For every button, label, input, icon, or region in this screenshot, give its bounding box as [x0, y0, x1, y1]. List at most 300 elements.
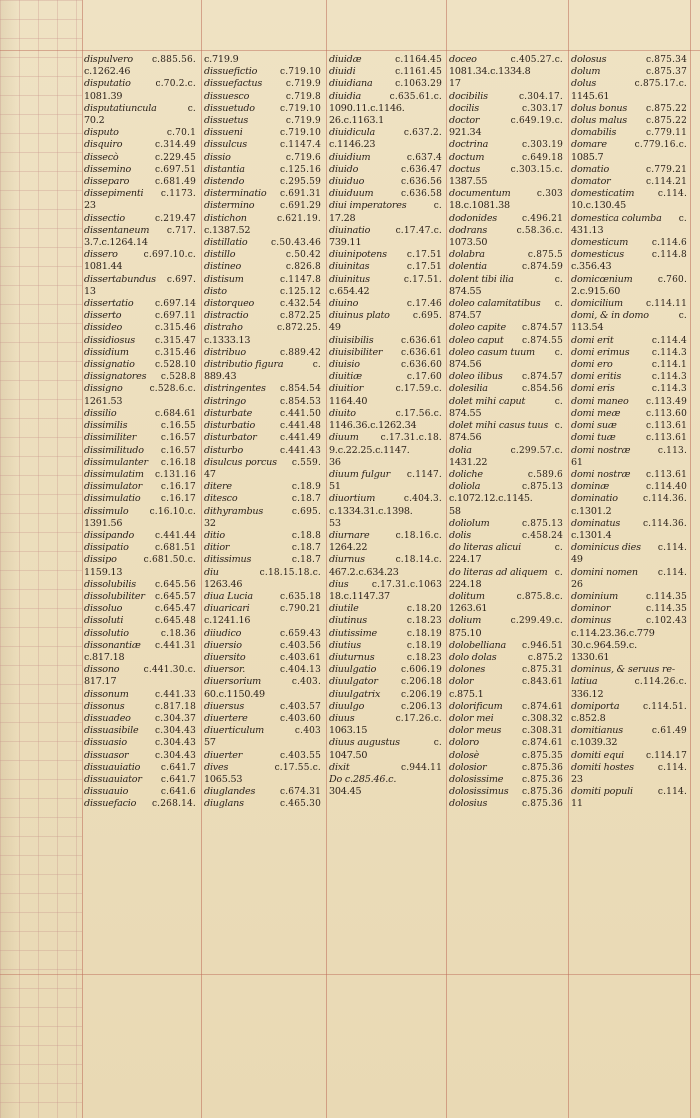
index-entry — [449, 310, 563, 322]
index-term: 18.c.1147.37 — [329, 590, 390, 602]
index-term: 32 — [204, 517, 216, 529]
index-entry — [204, 664, 321, 676]
index-reference: c.441.33 — [155, 689, 196, 700]
index-term: dolorificum — [449, 700, 503, 712]
index-reference: c.18.15.18.c. — [259, 567, 321, 578]
index-reference: c.636.61 — [401, 335, 442, 346]
index-term: domi erimus — [571, 346, 630, 358]
index-entry — [329, 54, 442, 66]
index-reference: c.314.49 — [155, 140, 196, 151]
index-reference: c.125.16 — [280, 164, 321, 175]
index-term: dissipatio — [84, 542, 129, 554]
index-reference: c.18.14.c. — [395, 555, 442, 566]
index-entry — [571, 420, 687, 432]
index-entry — [449, 78, 563, 90]
index-reference: c.645.56 — [155, 579, 196, 590]
index-entry — [329, 310, 442, 322]
index-entry — [204, 798, 321, 810]
column-rule — [82, 0, 83, 1118]
index-entry — [329, 347, 442, 359]
index-entry — [84, 664, 196, 676]
index-reference: c.114.36. — [642, 494, 687, 505]
index-reference: c.299.49.c. — [510, 616, 563, 627]
index-reference: c.528.8 — [160, 372, 196, 383]
index-entry — [84, 188, 196, 200]
index-reference: c.875.35 — [522, 750, 563, 761]
index-reference: c.18.23 — [406, 652, 442, 663]
index-entry — [204, 518, 321, 530]
index-entry — [84, 127, 196, 139]
index-term: doloro — [449, 737, 479, 749]
index-reference: c.695. — [412, 311, 442, 322]
index-reference: c.875.37 — [646, 67, 687, 78]
index-term: diuturnus — [329, 651, 375, 663]
index-reference: c.875.2 — [527, 652, 563, 663]
index-entry — [449, 249, 563, 261]
index-entry — [571, 530, 687, 542]
index-entry — [204, 200, 321, 212]
index-entry — [204, 506, 321, 518]
index-entry — [204, 786, 321, 798]
index-reference: c.58.36.c. — [516, 225, 563, 236]
index-reference: c.114.1 — [651, 360, 687, 371]
index-entry — [329, 432, 442, 444]
index-entry — [329, 530, 442, 542]
index-entry — [84, 457, 196, 469]
index-reference: c.308.32 — [522, 713, 563, 724]
index-entry — [329, 78, 442, 90]
index-reference: c.61.49 — [651, 726, 687, 737]
index-term: dissuasor — [84, 749, 129, 761]
index-term: 47 — [204, 468, 216, 480]
index-reference: c.697. — [166, 274, 196, 285]
index-entry — [329, 615, 442, 627]
index-entry — [571, 445, 687, 457]
index-reference: c.946.51 — [522, 640, 563, 651]
index-reference: c.17.60 — [406, 372, 442, 383]
index-reference: c.70.1 — [166, 128, 196, 139]
index-reference: c.645.48 — [155, 616, 196, 627]
index-reference: c.875.36 — [522, 762, 563, 773]
index-term: diu — [204, 566, 219, 578]
index-entry — [329, 286, 442, 298]
index-term: diuaricari — [204, 603, 250, 615]
index-term: dissertabundus — [84, 273, 156, 285]
index-term: dissonantiæ — [84, 639, 141, 651]
index-reference: c.268.14. — [151, 799, 196, 810]
index-term: 23 — [84, 200, 96, 212]
index-term: dissuefacio — [84, 798, 137, 810]
index-entry — [84, 298, 196, 310]
index-reference: c.403 — [294, 726, 321, 737]
index-term: distillatio — [204, 237, 248, 249]
index-entry — [204, 310, 321, 322]
index-entry — [84, 408, 196, 420]
index-term: dissimilitudo — [84, 444, 144, 456]
index-entry — [449, 701, 563, 713]
index-entry — [204, 628, 321, 640]
index-reference: c.874.57 — [522, 372, 563, 383]
index-reference: c.303.19 — [522, 140, 563, 151]
index-term: dominium — [571, 590, 619, 602]
index-entry — [571, 54, 687, 66]
index-entry — [204, 225, 321, 237]
index-term: distringentes — [204, 383, 266, 395]
index-entry — [449, 54, 563, 66]
index-reference: c.681.50.c. — [143, 555, 196, 566]
index-term: diuum fulgur — [329, 468, 391, 480]
index-entry — [571, 152, 687, 164]
index-entry — [204, 261, 321, 273]
index-entry — [329, 200, 442, 212]
index-entry — [204, 750, 321, 762]
index-entry — [84, 383, 196, 395]
index-entry — [449, 591, 563, 603]
index-entry — [204, 774, 321, 786]
index-reference: c.528.6.c. — [149, 384, 196, 395]
index-entry — [329, 457, 442, 469]
index-reference: c.885.56. — [151, 55, 196, 65]
index-term: diuiduum — [329, 188, 374, 200]
index-entry — [329, 676, 442, 688]
index-entry — [449, 725, 563, 737]
index-reference: c.303.17 — [522, 103, 563, 114]
index-term: dissignatio — [84, 359, 135, 371]
index-reference: c.843.61 — [522, 677, 563, 688]
index-term: disputatio — [84, 78, 131, 90]
index-reference: c.16.17 — [160, 482, 196, 493]
index-reference: c.50.43.46 — [271, 238, 321, 249]
index-reference: c.636.56 — [401, 177, 442, 188]
index-entry — [84, 786, 196, 798]
index-reference: c.403.57 — [280, 701, 321, 712]
index-entry — [329, 139, 442, 151]
index-entry — [449, 298, 563, 310]
index-term: domi nostræ — [571, 468, 631, 480]
index-term: dominatus — [571, 517, 621, 529]
index-entry — [571, 176, 687, 188]
index-entry — [329, 213, 442, 225]
index-entry — [571, 603, 687, 615]
index-term: diuortium — [329, 493, 376, 505]
index-entry — [571, 213, 687, 225]
index-reference: c.304.17. — [518, 91, 563, 102]
index-entry — [204, 701, 321, 713]
index-reference: c.114. — [657, 787, 687, 798]
index-reference: c.589.6 — [527, 469, 563, 480]
index-entry — [84, 554, 196, 566]
index-entry — [571, 640, 687, 652]
index-entry — [84, 78, 196, 90]
index-entry — [571, 701, 687, 713]
index-entry — [571, 786, 687, 798]
index-term: 1263.46 — [204, 578, 243, 590]
index-reference: c.441.48 — [280, 421, 321, 432]
index-term: 304.45 — [329, 786, 362, 798]
index-reference: c.70.2.c. — [155, 79, 196, 90]
index-entry — [571, 91, 687, 103]
index-reference: c.114. — [657, 567, 687, 578]
index-reference: c.874.61 — [522, 701, 563, 712]
index-reference: c.875.13 — [522, 482, 563, 493]
index-reference: c.874.61 — [522, 738, 563, 749]
index-term: disturbator — [204, 432, 257, 444]
index-reference: c. — [678, 311, 687, 322]
index-reference: c.17.47.c. — [395, 225, 442, 236]
index-entry — [329, 237, 442, 249]
index-term: 889.43 — [204, 371, 237, 383]
index-reference: c.875.31 — [522, 665, 563, 676]
index-term: dolosus — [571, 54, 607, 65]
index-term: dissimulatio — [84, 493, 141, 505]
index-term: 1090.11.c.1146. — [329, 102, 405, 114]
index-entry — [204, 676, 321, 688]
index-entry — [84, 115, 196, 127]
index-term: domi tuæ — [571, 432, 616, 444]
index-term: 1063.15 — [329, 725, 368, 737]
index-entry — [204, 249, 321, 261]
index-term: c.1241.16 — [204, 615, 251, 627]
index-term: dissignatores — [84, 371, 147, 383]
index-entry — [84, 371, 196, 383]
index-reference: c.674.31 — [280, 787, 321, 798]
index-entry — [571, 481, 687, 493]
index-term: domi eritis — [571, 371, 622, 383]
index-entry — [84, 347, 196, 359]
index-term: domabilis — [571, 127, 617, 139]
index-term: domi suæ — [571, 420, 617, 432]
index-reference: c.17.46 — [406, 299, 442, 310]
index-term: dissuetudo — [204, 102, 255, 114]
index-term: 1391.56 — [84, 517, 123, 529]
index-entry — [329, 493, 442, 505]
index-term: dolo dolas — [449, 651, 497, 663]
index-entry — [84, 286, 196, 298]
index-reference: c.636.58 — [401, 189, 442, 200]
index-entry — [571, 725, 687, 737]
index-reference: c.636.61 — [401, 347, 442, 358]
index-entry — [449, 359, 563, 371]
index-entry — [204, 457, 321, 469]
index-term: diuerter — [204, 749, 243, 761]
index-reference: c.635.18 — [280, 591, 321, 602]
index-entry — [571, 78, 687, 90]
index-term: dolor meus — [449, 725, 502, 737]
index-entry — [84, 676, 196, 688]
index-entry — [84, 237, 196, 249]
index-entry — [449, 383, 563, 395]
index-term: dolosissime — [449, 773, 504, 785]
index-term: 70.2 — [84, 115, 105, 127]
index-entry — [204, 322, 321, 334]
index-term: 10.c.130.45 — [571, 200, 627, 212]
index-term: 60.c.1150.49 — [204, 688, 265, 700]
index-entry — [204, 689, 321, 701]
index-entry — [571, 127, 687, 139]
index-reference: c.17.59.c. — [395, 384, 442, 395]
index-term: distendo — [204, 176, 245, 188]
index-term: doleo calamitatibus — [449, 298, 541, 310]
index-reference: c.695. — [291, 506, 321, 517]
column-rule — [690, 0, 691, 1118]
index-term: diuglandes — [204, 786, 256, 798]
index-reference: c.125.12 — [280, 286, 321, 297]
index-reference: c.441.50 — [280, 408, 321, 419]
index-entry — [329, 774, 442, 786]
index-reference: c.16.57 — [160, 433, 196, 444]
index-entry — [571, 689, 687, 701]
index-reference: c.606.19 — [401, 665, 442, 676]
index-entry — [204, 54, 321, 66]
index-term: 1264.22 — [329, 542, 368, 554]
index-entry — [84, 335, 196, 347]
index-reference: c.719.9 — [285, 116, 321, 127]
index-reference: c.219.47 — [155, 213, 196, 224]
index-term: dolis — [449, 529, 471, 541]
index-entry — [204, 274, 321, 286]
index-term: dolor — [449, 676, 474, 688]
index-entry — [204, 164, 321, 176]
index-term: diuidæ — [329, 54, 362, 65]
index-term: c.114.23.36.c.779 — [571, 627, 655, 639]
index-term: disputo — [84, 127, 119, 139]
index-reference: c.641.6 — [160, 787, 196, 798]
index-entry — [84, 713, 196, 725]
index-term: distillo — [204, 249, 236, 261]
index-term: dissideo — [84, 322, 123, 334]
index-entry — [329, 383, 442, 395]
index-term: diurnare — [329, 529, 370, 541]
index-entry — [84, 213, 196, 225]
index-entry — [571, 554, 687, 566]
index-entry — [571, 200, 687, 212]
index-term: dolosior — [449, 761, 487, 773]
bottom-rule — [0, 974, 700, 975]
index-entry — [571, 261, 687, 273]
index-entry — [571, 396, 687, 408]
index-reference: c.1147.8 — [280, 274, 321, 285]
index-entry — [84, 689, 196, 701]
index-reference: c.113.49 — [646, 396, 687, 407]
index-entry — [329, 225, 442, 237]
index-reference: c.659.43 — [280, 628, 321, 639]
index-entry — [449, 432, 563, 444]
index-reference: c.18.9 — [291, 482, 321, 493]
index-reference: c.18.7 — [291, 494, 321, 505]
index-term: 18.c.1081.38 — [449, 200, 510, 212]
index-entry — [449, 676, 563, 688]
index-reference: c.114. — [657, 543, 687, 554]
index-entry — [204, 762, 321, 774]
index-reference: c.1063.29 — [395, 79, 442, 90]
index-term: diurnus — [329, 554, 365, 566]
index-entry — [204, 188, 321, 200]
index-term: dissuetus — [204, 115, 249, 127]
index-entry — [204, 383, 321, 395]
index-reference: c.697.10.c. — [143, 250, 196, 261]
index-entry — [204, 176, 321, 188]
index-reference: c.304.43 — [155, 750, 196, 761]
index-term: 1164.40 — [329, 395, 368, 407]
index-entry — [571, 115, 687, 127]
index-term: dolosius — [449, 798, 488, 810]
index-term: dissuefactus — [204, 78, 263, 90]
index-reference: c.1147. — [406, 469, 442, 480]
index-entry — [329, 554, 442, 566]
column-rule — [201, 0, 202, 1118]
index-entry — [329, 567, 442, 579]
index-term: dolum — [571, 66, 601, 78]
index-term: diuinatio — [329, 224, 371, 236]
index-term: 2.c.915.60 — [571, 285, 621, 297]
index-entry — [329, 115, 442, 127]
index-entry — [204, 737, 321, 749]
index-reference: c.206.13 — [401, 701, 442, 712]
margin-grid — [0, 0, 82, 1118]
index-entry — [204, 91, 321, 103]
index-term: dissectio — [84, 212, 126, 224]
index-term: domi nostræ — [571, 444, 631, 456]
index-term: 30.c.964.59.c. — [571, 639, 637, 651]
index-entry — [204, 493, 321, 505]
index-reference: c.304.37 — [155, 713, 196, 724]
index-entry — [329, 786, 442, 798]
index-reference: c.18.20 — [406, 604, 442, 615]
index-term: diuersus — [204, 700, 245, 712]
index-entry — [84, 139, 196, 151]
index-term: diuersio — [204, 639, 242, 651]
index-term: dissentaneum — [84, 224, 150, 236]
index-term: disto — [204, 285, 227, 297]
index-term: 23 — [571, 773, 583, 785]
index-term: 49 — [329, 322, 341, 334]
index-entry — [84, 615, 196, 627]
index-entry — [329, 518, 442, 530]
index-term: dominatio — [571, 493, 618, 505]
index-entry — [449, 506, 563, 518]
index-term: dissueni — [204, 127, 243, 139]
index-term: 1146.36.c.1262.34 — [329, 420, 417, 432]
index-term: 1081.39 — [84, 90, 123, 102]
index-entry — [571, 383, 687, 395]
index-term: c.852.8 — [571, 712, 606, 724]
index-term: ditior — [204, 542, 230, 554]
index-term: ditio — [204, 529, 225, 541]
index-entry — [329, 152, 442, 164]
index-term: dissono — [84, 664, 120, 676]
index-term: domiti populi — [571, 786, 633, 798]
index-entry — [571, 798, 687, 810]
index-reference: c.403. — [291, 677, 321, 688]
index-entry — [571, 322, 687, 334]
index-entry — [571, 237, 687, 249]
index-reference: c.17.51 — [406, 262, 442, 273]
index-entry — [571, 359, 687, 371]
index-term: dissuefictio — [204, 66, 258, 78]
index-term: dolesilia — [449, 383, 488, 395]
index-entry — [84, 750, 196, 762]
index-term: diuersito — [204, 651, 246, 663]
index-term: latiua — [571, 676, 598, 688]
index-reference: c.875.22 — [646, 103, 687, 114]
index-entry — [84, 103, 196, 115]
index-reference: c.441.43 — [280, 445, 321, 456]
index-reference: c.114.17 — [646, 750, 687, 761]
index-term: diuinipotens — [329, 249, 387, 261]
index-term: doctrina — [449, 139, 489, 151]
index-entry — [84, 628, 196, 640]
index-entry — [449, 371, 563, 383]
